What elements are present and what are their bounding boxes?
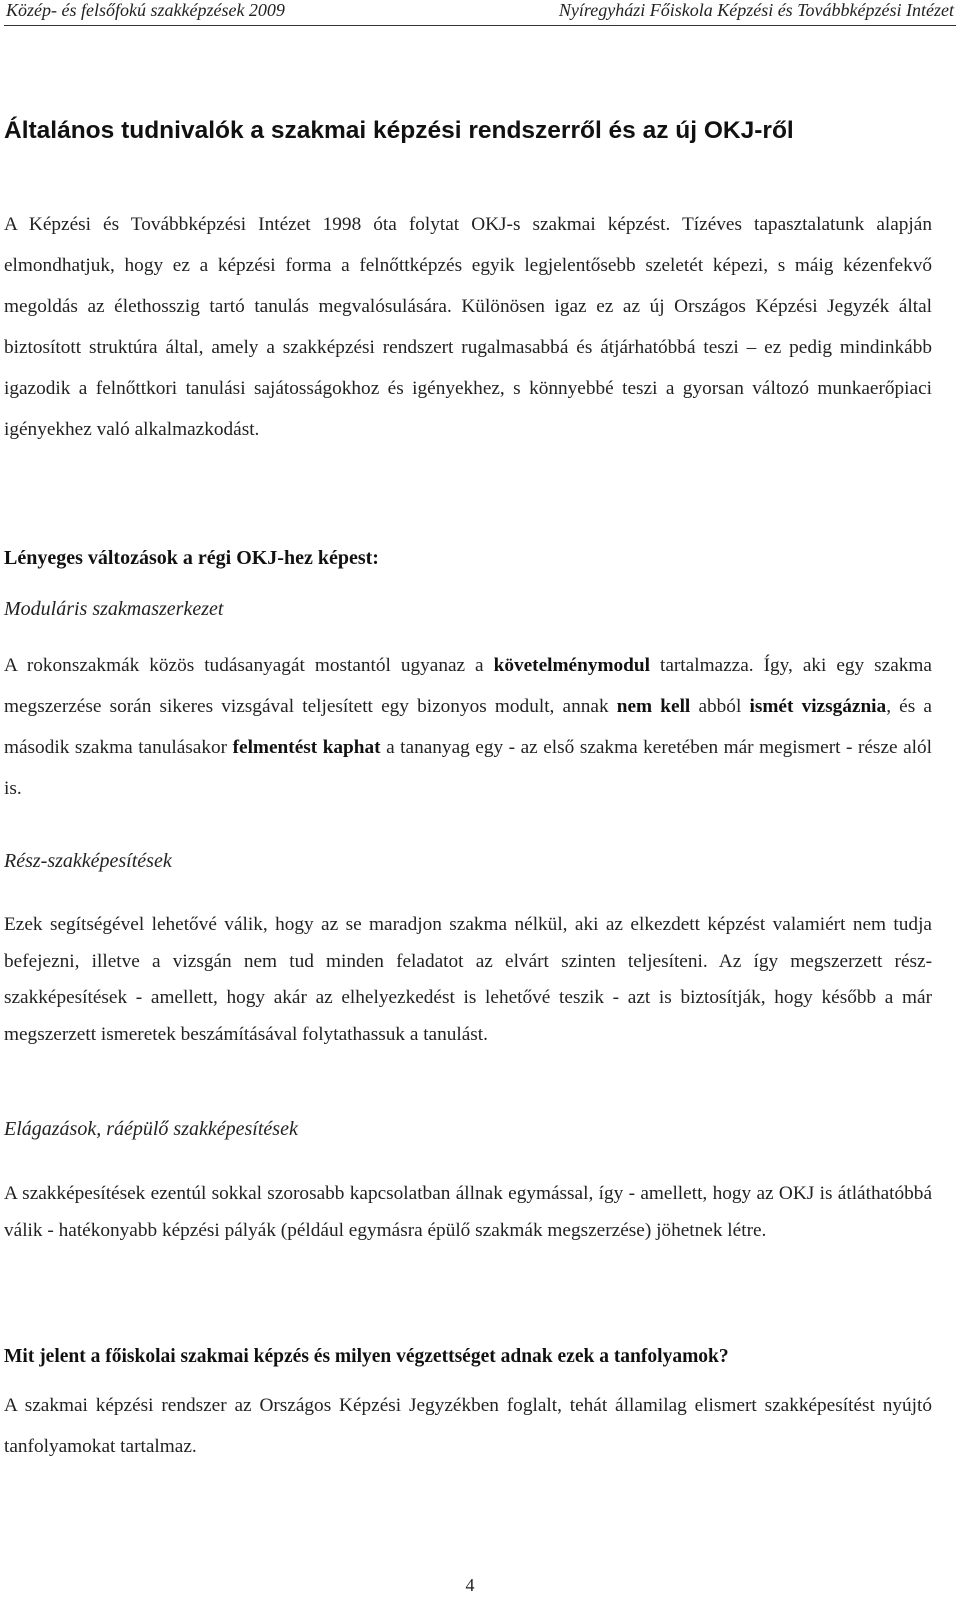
modular-text-2: tartalmazza. Így, aki egy szakma megszerzése során sikeres vizsgával teljesített egy bizonyos modult, annak [4,655,932,717]
modular-bold-2: nem kell [616,696,691,717]
header-rule [4,25,956,26]
page-title: Általános tudnivalók a szakmai képzési rendszerről és az új OKJ-ről [4,117,794,144]
header-right-text: Nyíregyházi Főiskola Képzési és Továbbképzési Intézet [558,0,954,20]
modular-text-5: a tananyag egy - az első szakma keretében már megismert - része alól is. [4,737,932,799]
branching-subtitle: Elágazások, ráépülő szakképesítések [4,1118,298,1140]
modular-bold-3: ismét vizsgáznia [749,696,887,717]
modular-text-4: , és a második szakma tanulásakor [4,696,932,758]
modular-bold-4: felmentést kaphat [232,737,381,758]
final-paragraph: A szakmai képzési rendszer az Országos Képzési Jegyzékben foglalt, tehát államilag elismert szakképesítést nyújtó tanfolyamokat tartalmaz. [4,1395,932,1457]
branching-paragraph: A szakképesítések ezentúl sokkal szorosabb kapcsolatban állnak egymással, így - amellett, hogy az OKJ is átláthatóbbá válik - hatékonyabb képzési pályák (például egymásra épülő szakmák megszerzése) jöhetnek létre. [4,1183,932,1241]
running-header [4,0,956,28]
modular-bold-1: követelménymodul [493,655,650,676]
modular-paragraph [4,645,932,809]
modular-text-1: A rokonszakmák közös tudásanyagát mostantól ugyanaz a [4,655,494,676]
partial-paragraph: Ezek segítségével lehetővé válik, hogy az se maradjon szakma nélkül, aki az elkezdett képzést valamiért nem tudja befejezni, illetve a vizsgán nem tud minden feladatot az elvárt szinten teljesíteni. Az így megszerzett rész-szakképesítések - amellett, hogy akár az elhelyezkedést is lehetővé teszik - azt is biztosítják, hogy később a már megszerzett ismeretek beszámításával folytathassuk a tanulást. [4,914,932,1045]
partial-subtitle: Rész-szakképesítések [4,850,172,872]
header-left-text: Közép- és felsőfokú szakképzések 2009 [6,0,285,20]
modular-text-3: abból [690,696,750,717]
modular-subtitle: Moduláris szakmaszerkezet [4,598,224,620]
intro-paragraph: A Képzési és Továbbképzési Intézet 1998 óta folytat OKJ-s szakmai képzést. Tízéves tapasztalatunk alapján elmondhatjuk, hogy ez a képzési forma a felnőttképzés egyik legjelentősebb szeletét képezi, s máig kézenfekvő megoldás az élethosszig tartó tanulás megvalósulására. Különösen igaz ez az új Országos Képzési Jegyzék által biztosított struktúra által, amely a szakképzési rendszert rugalmasabbá és átjárhatóbbá teszi – ez pedig mindinkább igazodik a felnőttkori tanulási sajátosságokhoz és igényekhez, s könnyebbé teszi a gyorsan változó munkaerőpiaci igényekhez való alkalmazkodást. [4,214,932,440]
section-heading: Lényeges változások a régi OKJ-hez képest: [4,547,379,569]
question-heading: Mit jelent a főiskolai szakmai képzés és milyen végzettséget adnak ezek a tanfolyamok? [4,1346,729,1367]
page-number: 4 [465,1575,475,1595]
